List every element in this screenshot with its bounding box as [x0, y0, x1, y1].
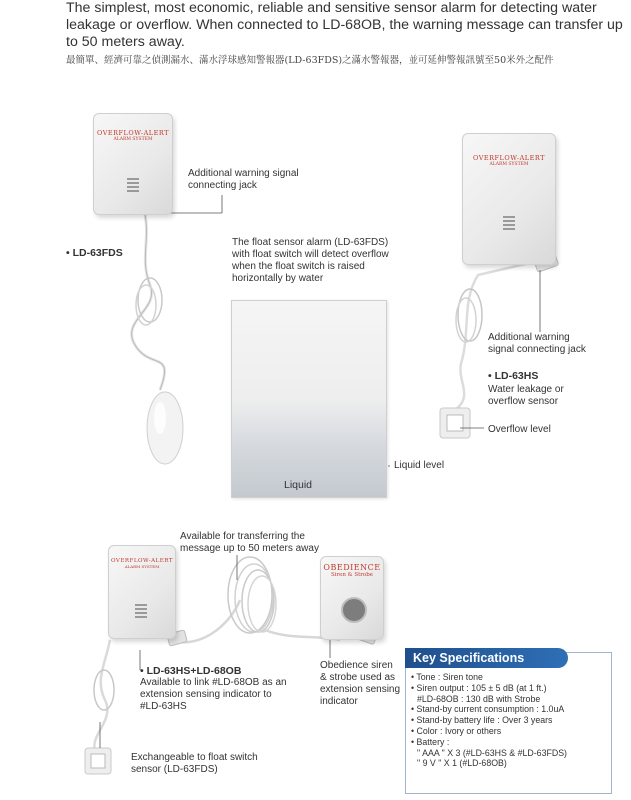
device-brand-sublabel: ALARM SYSTEM: [113, 137, 153, 142]
device-brand-sublabel: ALARM SYSTEM: [124, 564, 160, 569]
intro-text: The simplest, most economic, reliable and sensitive sensor alarm for detecting water leakage or overflow. When connected to LD-68OB, the warning message can transfer up to 50 meters away.: [66, 0, 623, 50]
spec-item: " 9 V " X 1 (#LD-68OB): [417, 758, 507, 769]
spec-item: • Stand-by current consumption : 1.0uA: [411, 704, 565, 715]
spec-item: • Stand-by battery life : Over 3 years: [411, 715, 553, 726]
combo-label: • LD-63HS+LD-68OB: [140, 665, 242, 677]
speaker-grille-icon: [497, 214, 521, 232]
siren-speaker-icon: [341, 597, 367, 623]
device-brand-label: OVERFLOW-ALERT: [97, 129, 169, 137]
device-brand-label: OVERFLOW-ALERT: [473, 154, 545, 162]
liquid-level-callout: Liquid level: [394, 460, 445, 471]
ld63hs-device: [462, 133, 556, 265]
spec-heading: Key Specifications: [405, 648, 568, 668]
ld63hs-device-bottom: [108, 545, 176, 639]
combo-description: Available to link #LD-68OB as an extension sensing indicator to #LD-63HS: [140, 677, 287, 712]
speaker-grille-icon: [131, 602, 151, 620]
ld63fds-device: [93, 113, 173, 215]
spec-item: • Battery :: [411, 736, 450, 747]
jack-right-callout: Additional warning signal connecting jack: [488, 332, 586, 355]
spec-item: " AAA " X 3 (#LD-63HS & #LD-63FDS): [417, 747, 567, 758]
spec-item: • Tone : Siren tone: [411, 672, 483, 682]
float-description: The float sensor alarm (LD-63FDS) with float switch will detect overflow when the float switch is raised horizontally by water: [232, 237, 389, 284]
liquid-label: Liquid: [284, 479, 313, 491]
ld63hs-description: Water leakage or overflow sensor: [488, 384, 564, 407]
spec-item: #LD-68OB : 130 dB with Strobe: [417, 693, 541, 704]
intro-text-chinese: 最簡單、經濟可靠之偵測漏水、滿水浮球感知警報器(LD-63FDS)之滿水警報器，並可延伸警報訊號至50米外之配件: [66, 55, 554, 66]
ld63hs-label: • LD-63HS: [488, 370, 539, 382]
speaker-grille-icon: [122, 176, 144, 194]
device-brand-label: OVERFLOW-ALERT: [111, 558, 173, 564]
exchangeable-callout: Exchangeable to float switch sensor (LD-63FDS): [131, 752, 258, 775]
spec-list: [411, 672, 609, 769]
device-brand-sublabel: ALARM SYSTEM: [489, 162, 529, 167]
spec-item: • Color : Ivory or others: [411, 725, 502, 736]
siren-description: Obedience siren & strobe used as extension sensing indicator: [320, 660, 401, 707]
obedience-siren-device: [320, 556, 384, 640]
siren-brand-label: OBEDIENCE: [323, 563, 381, 572]
jack-top-callout: Additional warning signal connecting jack: [188, 168, 299, 191]
transfer-callout: Available for transferring the message up to 50 meters away: [180, 531, 319, 554]
spec-item: • Siren output : 105 ± 5 dB (at 1 ft.): [411, 682, 547, 693]
liquid-photo: [231, 300, 387, 498]
ld63fds-label: • LD-63FDS: [66, 247, 123, 259]
siren-brand-sublabel: Siren & Strobe: [330, 572, 374, 578]
overflow-level-callout: Overflow level: [488, 424, 551, 435]
